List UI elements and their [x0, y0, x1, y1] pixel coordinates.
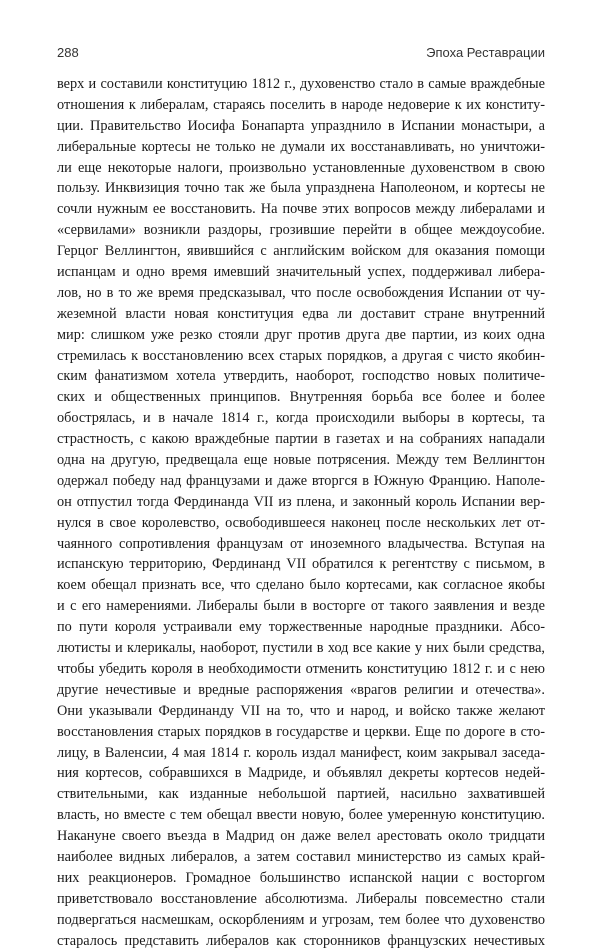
text-line: нулся в свое королевство, освободившееся наконец после нескольких лет от- — [57, 514, 545, 531]
text-line: лицу, в Валенсии, 4 мая 1814 г. король издал манифест, коим закрывал заседа- — [57, 744, 545, 761]
text-line: либеральные кортесы не только не думали их восстанавливать, но уничтожи- — [57, 138, 545, 155]
text-line: ствительными, как изданные небольшой партией, насильно захватившей — [57, 786, 545, 803]
text-line: испанскую территорию, Фердинанд VII обратился к регентству с письмом, в — [57, 556, 545, 573]
text-line: испанцам и одно время имевший значительный успех, поддерживал либера- — [57, 264, 545, 281]
text-line: другие нечестивые и вредные распоряжения «врагов религии и отечества». — [57, 681, 545, 698]
text-line: ли еще некоторые налоги, произвольно установленные духовенством в свою — [57, 159, 545, 176]
text-line: старалось представить либералов как сторонников французских нечестивых — [57, 932, 545, 949]
text-line: отношения к либералам, стараясь поселить в народе недоверие к их конститу- — [57, 96, 545, 113]
text-line: них реакционеров. Громадное большинство испанской нации с восторгом — [57, 869, 545, 886]
text-line: наиболее видных либералов, а затем составил министерство из самых край- — [57, 848, 545, 865]
text-line: ских и общественных принципов. Внутренняя борьба все более и более — [57, 389, 545, 406]
text-line: он отпустил тогда Фердинанда VII из плена, и законный король Испании вер- — [57, 493, 545, 510]
text-line: и с его намерениями. Либералы были в восторге от такого заявления и везде — [57, 598, 545, 615]
text-line: верх и составили конституцию 1812 г., духовенство стало в самые враждебные — [57, 76, 545, 92]
text-line: коем обещал признать все, что сделано было кортесами, как согласное якобы — [57, 577, 545, 594]
text-line: одержал победу над французами и даже вторгся в Южную Францию. Наполе- — [57, 472, 545, 489]
text-line: лов, но в то же время предсказывал, что после освобождения Испании от чу- — [57, 284, 545, 301]
text-line: страстность, с какою враждебные партии в газетах и на собраниях нападали — [57, 431, 545, 448]
text-line: лютисты и клерикалы, наоборот, пустили в ход все какие у них были средства, — [57, 640, 545, 657]
text-line: обострялась, и в начале 1814 г., когда происходили выборы в кортесы, та — [57, 410, 545, 427]
text-line: по пути короля устраивали ему торжественные народные праздники. Абсо- — [57, 619, 545, 636]
text-line: стремилась к восстановлению всех старых порядков, а другая с чисто якобин- — [57, 347, 545, 364]
text-line: Герцог Веллингтон, явившийся с английским войском для оказания помощи — [57, 243, 545, 260]
text-line: Накануне своего въезда в Мадрид он даже велел арестовать около тридцати — [57, 828, 545, 845]
text-line: власть, но вместе с тем обещал ввести новую, более умеренную конституцию. — [57, 807, 545, 824]
text-line: восстановления старых порядков в государстве и церкви. Еще по дороге в сто- — [57, 723, 545, 740]
running-title: Эпоха Реставрации — [426, 45, 545, 60]
text-line: ции. Правительство Иосифа Бонапарта упразднило в Испании монастыри, а — [57, 117, 545, 134]
page-number: 288 — [57, 45, 79, 60]
text-line: Они указывали Фердинанду VII на то, что и народ, и войско также желают — [57, 702, 545, 719]
text-line: мир: слишком уже резко стояли друг против друга две партии, из коих одна — [57, 326, 545, 343]
text-line: приветствовало восстановление абсолютизма. Либералы повсеместно стали — [57, 890, 545, 907]
text-line: пользу. Инквизиция точно так же была упразднена Наполеоном, и кортесы не — [57, 180, 545, 197]
text-line: чтобы убедить короля в необходимости отменить конституцию 1812 г. и с нею — [57, 660, 545, 677]
text-line: ским фанатизмом хотела утвердить, наоборот, господство новых политиче- — [57, 368, 545, 385]
text-line: чаянного сопротивления французам от иноземного владычества. Вступая на — [57, 535, 545, 552]
text-line: ния кортесов, собравшихся в Мадриде, и объявлял декреты кортесов недей- — [57, 765, 545, 782]
body-text — [57, 74, 545, 951]
running-head — [57, 45, 545, 60]
text-line: подвергаться насмешкам, оскорблениям и угрозам, тем более что духовенство — [57, 911, 545, 928]
text-line: «сервилами» возникли раздоры, грозившие перейти в общее междоусобие. — [57, 222, 545, 239]
text-line: сочли нужным ее восстановить. На почве этих вопросов между либералами и — [57, 201, 545, 218]
text-line: жеземной власти новая конституция едва ли доставит стране внутренний — [57, 305, 545, 322]
text-line: одна на другую, предвещала еще новые потрясения. Между тем Веллингтон — [57, 452, 545, 469]
